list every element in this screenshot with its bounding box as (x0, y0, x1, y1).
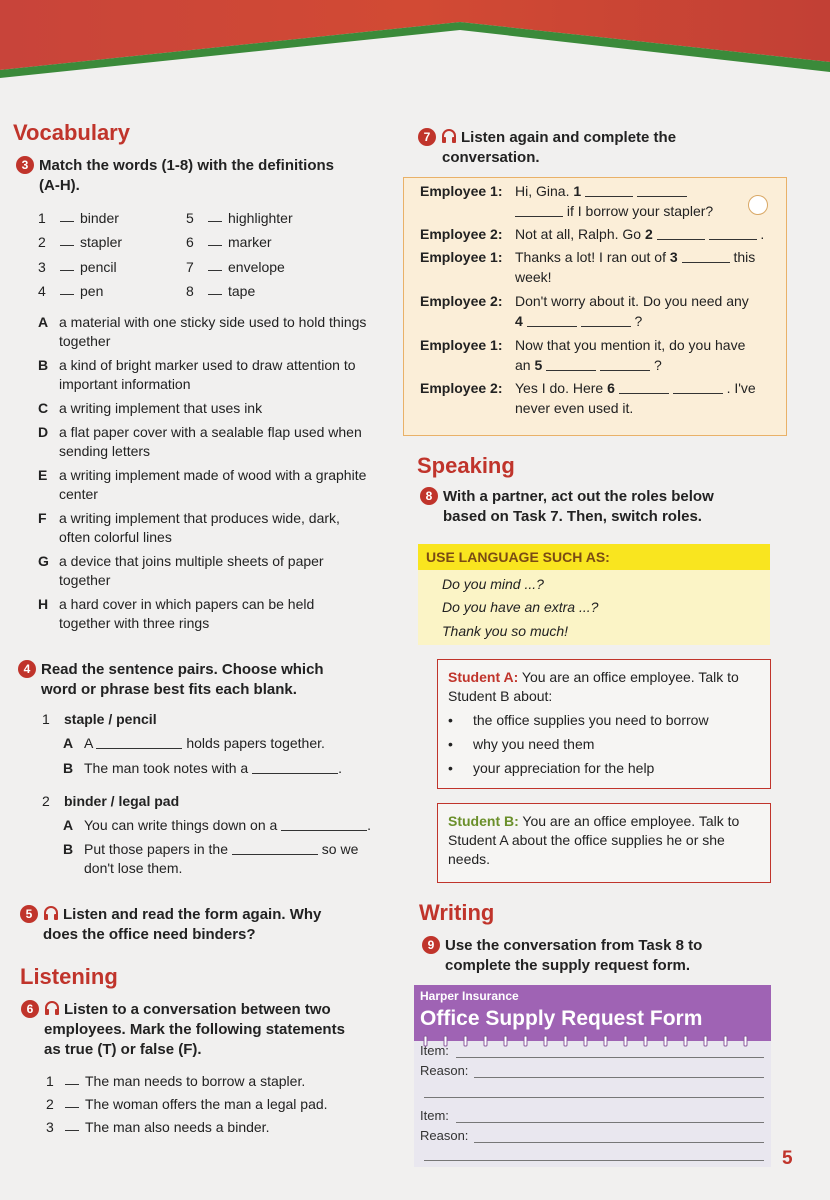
word-list-left (38, 206, 122, 303)
student-b-label: Student B: (448, 813, 519, 829)
answer-blank[interactable] (96, 737, 182, 749)
answer-blank[interactable] (546, 359, 596, 371)
answer-blank[interactable] (585, 185, 633, 197)
definition-item: F a writing implement that produces wide, dark, often colorful lines (38, 510, 340, 545)
list-item: 1 binder (38, 210, 119, 226)
list-item: 3 The man also needs a binder. (46, 1119, 270, 1135)
bullet-item: • the office supplies you need to borrow (448, 712, 709, 728)
list-item: 6 marker (186, 234, 272, 251)
answer-blank[interactable] (600, 359, 650, 371)
form-organization: Harper Insurance (420, 989, 519, 1003)
definition-item: G a device that joins multiple sheets of paper together (38, 553, 324, 588)
phrase: Do you have an extra ...? (442, 599, 599, 615)
list-item: 7 envelope (186, 258, 285, 275)
definition-item: B a kind of bright marker used to draw attention to important information (38, 357, 356, 392)
list-item: 2 The woman offers the man a legal pad. (46, 1096, 328, 1112)
list-item: 5 highlighter (186, 210, 293, 226)
task-6-instruction: 6 Listen to a conversation between two employees. Mark the following statements as true (T) or false (F). (21, 1000, 381, 1060)
answer-blank[interactable] (657, 228, 705, 240)
answer-blank[interactable] (515, 205, 563, 217)
word-list-right (186, 206, 293, 303)
writing-title: Writing (419, 900, 495, 925)
supply-request-form (414, 985, 771, 1167)
phrase: Thank you so much! (442, 623, 569, 639)
item-input[interactable] (456, 1122, 764, 1123)
reason-input-line[interactable] (424, 1160, 764, 1161)
use-language-heading: USE LANGUAGE SUCH AS: (418, 544, 770, 570)
form-title: Office Supply Request Form (420, 1007, 703, 1030)
answer-blank[interactable] (673, 382, 723, 394)
reason-input[interactable] (474, 1142, 764, 1143)
item-input[interactable] (456, 1057, 764, 1058)
answer-blank[interactable] (252, 762, 338, 774)
student-a-label: Student A: (448, 669, 519, 685)
answer-blank[interactable] (709, 228, 757, 240)
answer-blank[interactable] (65, 1121, 79, 1131)
vocabulary-title: Vocabulary (13, 120, 130, 145)
answer-blank[interactable] (65, 1075, 79, 1085)
task-9-instruction: 9 Use the conversation from Task 8 to complete the supply request form. (422, 936, 782, 976)
item-label: Item: (420, 1108, 449, 1123)
listening-title: Listening (20, 964, 118, 989)
definition-item: E a writing implement made of wood with a graphite center (38, 467, 367, 502)
task-number: 3 (16, 156, 34, 174)
task-3-instruction: 3 Match the words (1-8) with the definitions (A-H). (16, 156, 366, 196)
true-false-list (46, 1070, 328, 1139)
task-number: 7 (418, 128, 436, 146)
list-item: 2 stapler (38, 234, 123, 251)
answer-blank[interactable] (619, 382, 669, 394)
headphones-icon (44, 1001, 60, 1015)
definition-item: H a hard cover in which papers can be held together with three rings (38, 596, 315, 631)
bullet-item: • why you need them (448, 736, 595, 752)
answer-blank[interactable] (682, 251, 730, 263)
task-number: 9 (422, 936, 440, 954)
answer-blank[interactable] (232, 843, 318, 855)
answer-blank[interactable] (581, 315, 631, 327)
student-a-card: Student A: You are an office employee. Talk to Student B about: • the office supplies you need to borrow • why you need them • your appreciation for the help (437, 659, 771, 789)
pair-2-sentence-b: B Put those papers in the so we don't lose them. (63, 841, 359, 876)
bullet-item: • your appreciation for the help (448, 760, 655, 776)
answer-blank[interactable] (527, 315, 577, 327)
pair-1-title: 1 staple / pencil (42, 711, 157, 727)
phrase: Do you mind ...? (442, 576, 544, 592)
task-8-instruction: 8 With a partner, act out the roles below based on Task 7. Then, switch roles. (420, 487, 780, 527)
page-number: 5 (782, 1148, 793, 1169)
answer-blank[interactable] (637, 185, 687, 197)
list-item: 8 tape (186, 282, 256, 299)
conversation-card: Employee 1: Hi, Gina. 1 if I borrow your stapler? Employee 2: Not at all, Ralph. Go 2 . Employee 1: Thanks a lot! I ran out of 3 this week! Employee 2: Don't worry about it. Do you need any 4 ? Employee 1: Now that you mention it, do you have an 5 ? Employee 2: Yes I do. Here 6 . I've never even used it. (403, 177, 787, 436)
task-number: 5 (20, 905, 38, 923)
list-item: 4 pen (38, 282, 104, 299)
pair-2-title: 2 binder / legal pad (42, 793, 180, 809)
form-header (414, 985, 771, 1041)
definition-item: A a material with one sticky side used to hold things together (38, 314, 367, 349)
header-band (0, 0, 830, 80)
pair-1-sentence-b: B The man took notes with a . (63, 760, 342, 776)
pair-1-sentence-a: A A holds papers together. (63, 735, 325, 751)
item-label: Item: (420, 1043, 449, 1058)
task-number: 8 (420, 487, 438, 505)
reason-input[interactable] (474, 1077, 764, 1078)
spiral-binding (414, 1035, 771, 1047)
use-language-box (418, 570, 770, 645)
headphones-icon (441, 129, 457, 143)
pair-2-sentence-a: A You can write things down on a . (63, 817, 372, 833)
list-item: 3 pencil (38, 258, 117, 275)
student-b-card: Student B: You are an office employee. Talk to Student A about the office supplies he or she needs. (437, 803, 771, 883)
definition-item: C a writing implement that uses ink (38, 400, 263, 416)
reason-input-line[interactable] (424, 1097, 764, 1098)
headphones-icon (43, 906, 59, 920)
speaking-title: Speaking (417, 453, 515, 478)
task-5-instruction: 5 Listen and read the form again. Why does the office need binders? (20, 905, 370, 945)
list-item: 1 The man needs to borrow a stapler. (46, 1073, 306, 1089)
task-number: 4 (18, 660, 36, 678)
task-7-instruction: 7 Listen again and complete the conversation. (418, 128, 778, 168)
task-number: 6 (21, 1000, 39, 1018)
task-4-instruction: 4 Read the sentence pairs. Choose which word or phrase best fits each blank. (18, 660, 368, 700)
reason-label: Reason: (420, 1063, 469, 1078)
reason-label: Reason: (420, 1128, 469, 1143)
answer-blank[interactable] (65, 1098, 79, 1108)
answer-blank[interactable] (281, 819, 367, 831)
definition-item: D a flat paper cover with a sealable flap used when sending letters (38, 424, 362, 459)
